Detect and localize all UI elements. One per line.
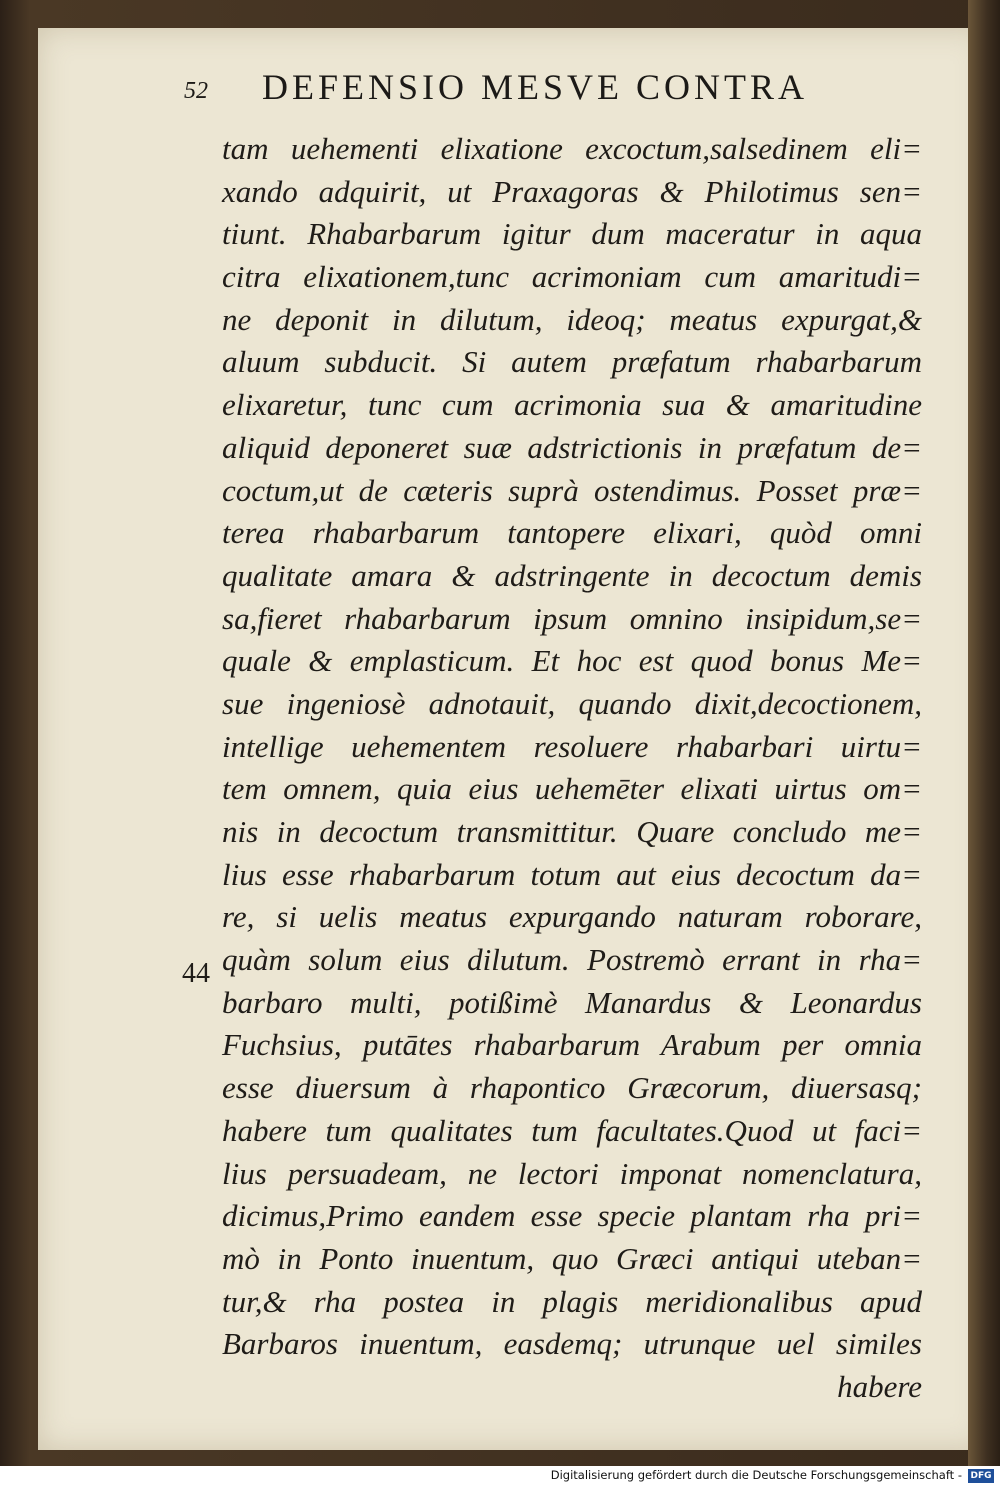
page-number: 52	[184, 78, 208, 104]
footer-bar	[0, 1466, 1000, 1486]
text-line: aluum subducit. Si autem præfatum rhabarbarum	[222, 344, 922, 380]
text-line: quale & emplasticum. Et hoc est quod bonus Me=	[222, 643, 922, 679]
text-line: tiunt. Rhabarbarum igitur dum maceratur in aqua	[222, 216, 922, 252]
text-line: quàm solum eius dilutum. Postremò errant in rha=	[222, 942, 922, 978]
running-head: DEFENSIO MESVE CONTRA	[262, 67, 809, 107]
text-line: dicimus,Primo eandem esse specie plantam rha pri=	[222, 1198, 922, 1234]
text-line: habere tum qualitates tum facultates.Quod ut faci=	[222, 1112, 922, 1148]
text-line: intellige uehementem resoluere rhabarbari uirtu=	[222, 728, 922, 764]
text-line: sa,fieret rhabarbarum ipsum omnino insipidum,se=	[222, 600, 922, 636]
text-line: barbaro multi, potißimè Manardus & Leonardus	[222, 984, 922, 1020]
text-line: nis in decoctum transmittitur. Quare concludo me=	[222, 814, 922, 849]
text-line: Fuchsius, putātes rhabarbarum Arabum per omnia	[222, 1027, 922, 1063]
text-line: sue ingeniosè adnotauit, quando dixit,decoctionem,	[222, 685, 922, 721]
text-line: citra elixationem,tunc acrimoniam cum amaritudi=	[222, 259, 922, 295]
dfg-logo: DFG	[968, 1469, 994, 1483]
text-line: ne deponit in dilutum, ideoq; meatus expurgat,&	[222, 301, 922, 337]
text-line: tam uehementi elixatione excoctum,salsedinem eli=	[222, 131, 922, 166]
text-line: lius esse rhabarbarum totum aut eius decoctum da=	[222, 856, 922, 892]
text-line: Barbaros inuentum, easdemq; utrunque uel similes	[222, 1326, 922, 1362]
text-line: xando adquirit, ut Praxagoras & Philotimus sen=	[222, 173, 922, 209]
text-line: lius persuadeam, ne lectori imponat nomenclatura,	[222, 1155, 922, 1191]
text-line: qualitate amara & adstringente in decoctum demis	[222, 557, 922, 593]
text-line: tem omnem, quia eius uehemēter elixati uirtus om=	[222, 771, 922, 807]
footer-credit: Digitalisierung gefördert durch die Deutsche Forschungsgemeinschaft -	[550, 1468, 962, 1482]
body-text	[222, 128, 922, 1409]
text-line: habere	[837, 1368, 922, 1404]
text-line: elixaretur, tunc cum acrimonia sua & amaritudine	[222, 387, 922, 423]
marginal-number: 44	[182, 958, 210, 989]
text-line: esse diuersum à rhapontico Græcorum, diuersasq;	[222, 1070, 922, 1106]
text-line: coctum,ut de cæteris suprà ostendimus. Posset præ=	[222, 472, 922, 508]
text-line: tur,& rha postea in plagis meridionalibus apud	[222, 1283, 922, 1319]
text-line: mò in Ponto inuentum, quo Græci antiqui uteban=	[222, 1240, 922, 1276]
text-line: aliquid deponeret suæ adstrictionis in præfatum de=	[222, 429, 922, 465]
text-line: re, si uelis meatus expurgando naturam roborare,	[222, 899, 922, 935]
page-edge	[968, 0, 1000, 1466]
text-line: terea rhabarbarum tantopere elixari, quòd omni	[222, 515, 922, 551]
